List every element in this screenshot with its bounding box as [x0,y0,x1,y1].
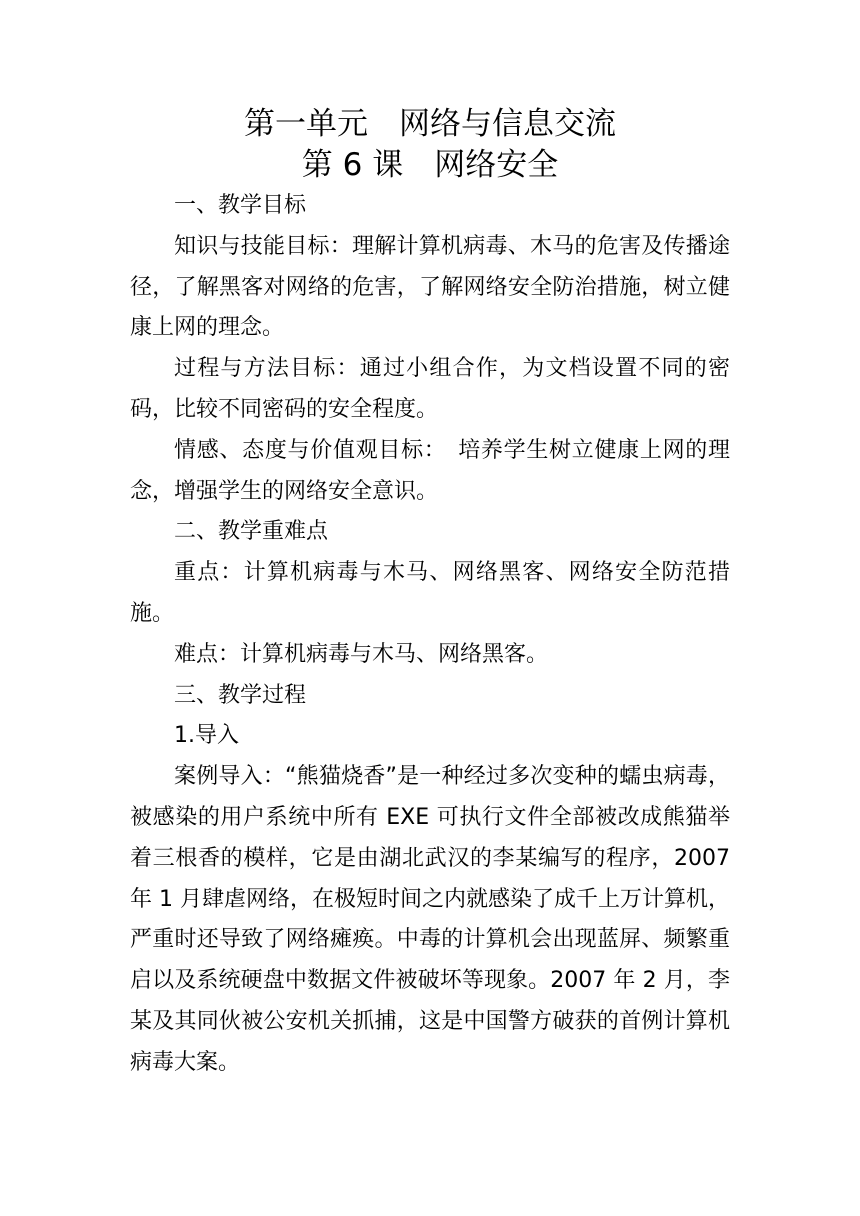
title-line-2 [130,145,730,186]
document-body [130,186,730,1084]
document-page [130,104,730,1084]
unit-label: 第一单元 [244,106,368,142]
paragraph-emotion-objective: 情感、态度与价值观目标： 培养学生树立健康上网的理念，增强学生的网络安全意识。 [130,437,730,504]
section-heading-objectives: 一、教学目标 [174,193,307,218]
section-heading-key-points: 二、教学重难点 [174,519,329,545]
paragraph-case-study: 案例导入：“熊猫烧香”是一种经过多次变种的蠕虫病毒，被感染的用户系统中所有 EXE 可执行文件全部被改成熊猫举着三根香的模样，它是由湖北武汉的李某编写的程序，2007 年 1 月肆虐网络，在极短时间之内就感染了成千上万计算机，严重时还导致了网络瘫痪。中毒的计算机会出现蓝屏、频繁重启以及系统硬盘中数据文件被破坏等现象。2007 年 2 月，李某及其同伙被公安机关抓捕，这是中国警方破获的首例计算机病毒大案。 [130,764,730,1075]
subheading-introduction: 1.导入 [174,723,239,749]
paragraph-knowledge-objective: 知识与技能目标：理解计算机病毒、木马的危害及传播途径，了解黑客对网络的危害，了解网络安全防治措施，树立健康上网的理念。 [130,233,730,341]
paragraph-difficult-point: 难点：计算机病毒与木马、网络黑客。 [174,641,549,667]
unit-name: 网络与信息交流 [399,106,616,142]
paragraph-key-point: 重点：计算机病毒与木马、网络黑客、网络安全防范措施。 [130,560,730,626]
lesson-label: 第 6 课 [301,147,404,183]
paragraph-process-objective: 过程与方法目标：通过小组合作，为文档设置不同的密码，比较不同密码的安全程度。 [130,356,730,422]
section-heading-process: 三、教学过程 [174,682,307,708]
lesson-name: 网络安全 [434,147,559,183]
title-line-1 [130,104,730,145]
